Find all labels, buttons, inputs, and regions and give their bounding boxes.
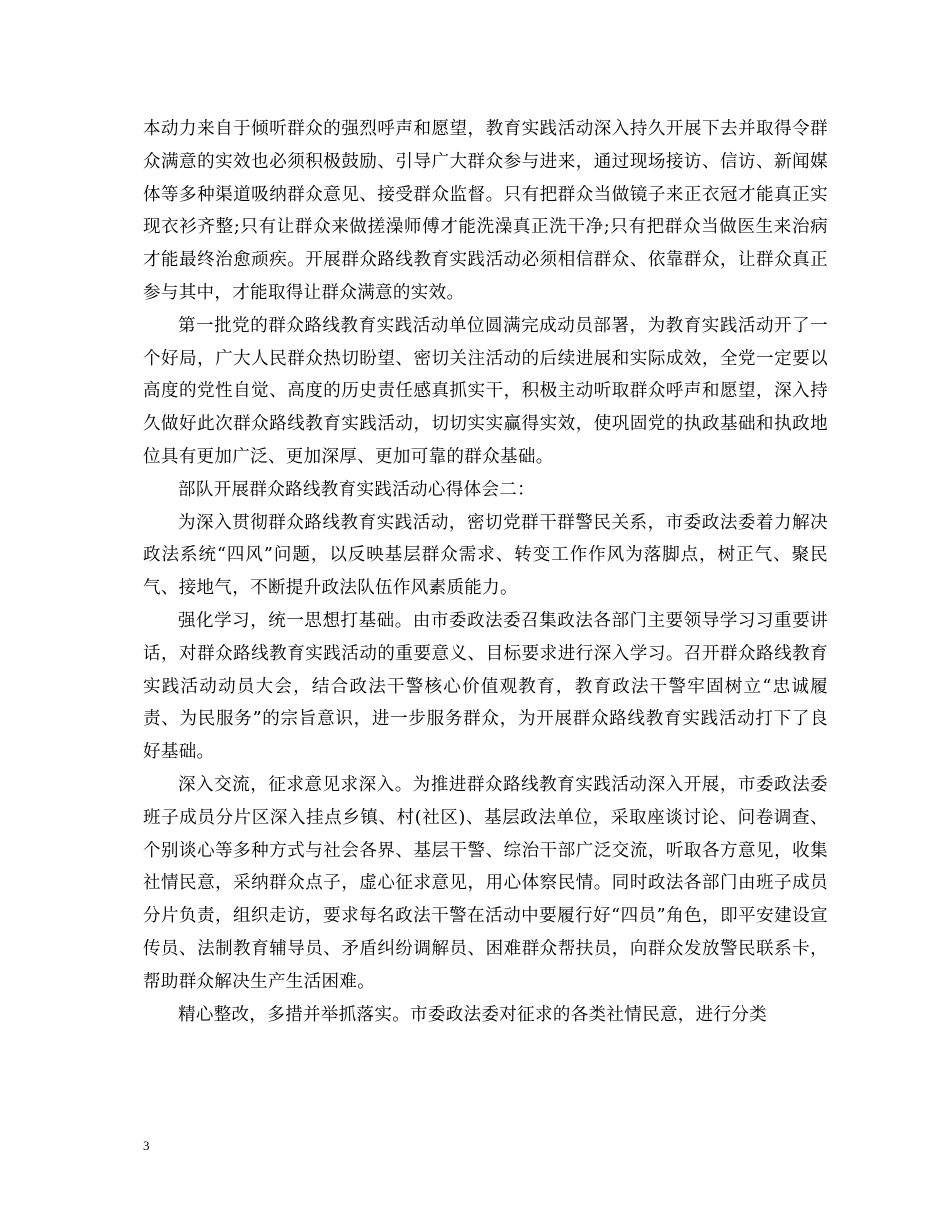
paragraph-2: 第一批党的群众路线教育实践活动单位圆满完成动员部署，为教育实践活动开了一个好局，广大人民群众热切盼望、密切关注活动的后续进展和实际成效，全党一定要以高度的党性自觉、高度的历史责任感真抓实干，积极主动听取群众呼声和愿望，深入持久做好此次群众路线教育实践活动，切切实实赢得实效，使巩固党的执政基础和执政地位具有更加广泛、更加深厚、更加可靠的群众基础。	[143, 315, 828, 467]
page-number: 3	[143, 1138, 150, 1153]
paragraph-6: 精心整改，多措并举抓落实。市委政法委对征求的各类社情民意，进行分类	[178, 1004, 768, 1025]
paragraph-5: 深入交流，征求意见求深入。为推进群众路线教育实践活动深入开展，市委政法委班子成员分片区深入挂点乡镇、村(社区)、基层政法单位，采取座谈讨论、问卷调查、个别谈心等多种方式与社会各界、基层干警、综治干部广泛交流，听取各方意见，收集社情民意，采纳群众点子，虚心征求意见，用心体察民情。同时政法各部门由班子成员分片负责，组织走访，要求每名政法干警在活动中要履行好“四员”角色，即平安建设宣传员、法制教育辅导员、矛盾纠纷调解员、困难群众帮扶员，向群众发放警民联系卡，帮助群众解决生产生活困难。	[143, 774, 828, 992]
paragraph-3: 为深入贯彻群众路线教育实践活动，密切党群干群警民关系，市委政法委着力解决政法系统“四风”问题，以反映基层群众需求、转变工作作风为落脚点，树正气、聚民气、接地气，不断提升政法队伍作风素质能力。	[143, 512, 828, 599]
section-heading: 部队开展群众路线教育实践活动心得体会二：	[178, 479, 535, 500]
document-body	[143, 113, 828, 1031]
paragraph-1: 本动力来自于倾听群众的强烈呼声和愿望，教育实践活动深入持久开展下去并取得令群众满意的实效也必须积极鼓励、引导广大群众参与进来，通过现场接访、信访、新闻媒体等多种渠道吸纳群众意见、接受群众监督。只有把群众当做镜子来正衣冠才能真正实现衣衫齐整;只有让群众来做搓澡师傅才能洗澡真正洗干净;只有把群众当做医生来治病才能最终治愈顽疾。开展群众路线教育实践活动必须相信群众、依靠群众，让群众真正参与其中，才能取得让群众满意的实效。	[143, 119, 828, 303]
paragraph-4: 强化学习，统一思想打基础。由市委政法委召集政法各部门主要领导学习习重要讲话，对群众路线教育实践活动的重要意义、目标要求进行深入学习。召开群众路线教育实践活动动员大会，结合政法干警核心价值观教育，教育政法干警牢固树立“忠诚履责、为民服务”的宗旨意识，进一步服务群众，为开展群众路线教育实践活动打下了良好基础。	[143, 610, 828, 763]
